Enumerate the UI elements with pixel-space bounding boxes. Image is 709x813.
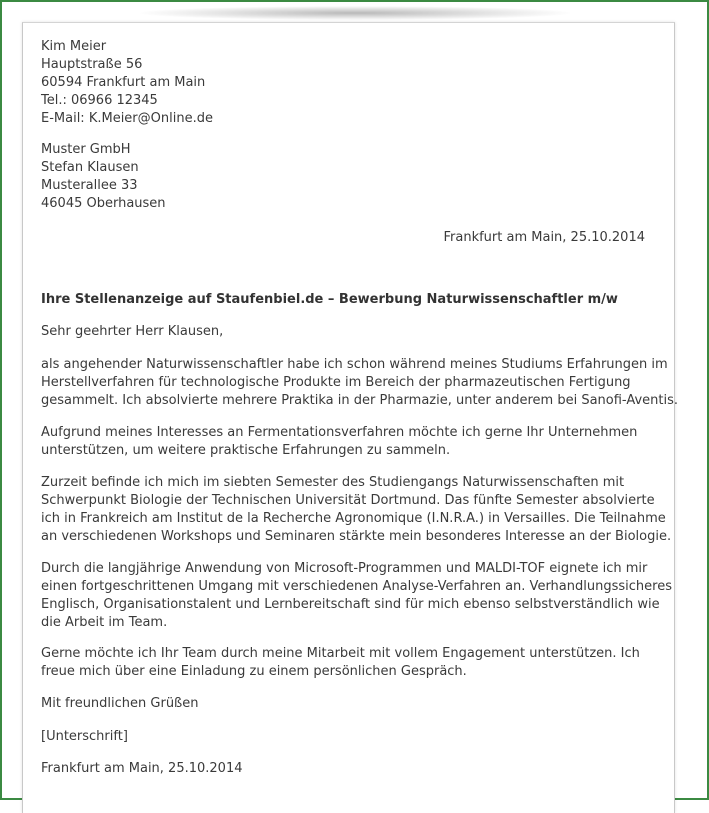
paragraph-line: ich in Frankreich am Institut de la Recherche Agronomique (I.N.R.A.) in Versailles. Die Teilnahme <box>41 511 666 526</box>
recipient-company: Muster GmbH <box>41 142 131 157</box>
body-paragraph-4 <box>41 560 672 632</box>
paragraph-line: an verschiedenen Workshops und Seminaren stärkte mein besonderes Interesse an der Biologie. <box>41 529 672 544</box>
letter-subject: Ihre Stellenanzeige auf Staufenbiel.de – Bewerbung Naturwissenschaftler m/w <box>41 292 618 307</box>
paragraph-line: Durch die langjährige Anwendung von Microsoft-Programmen und MALDI-TOF eignete ich mir <box>41 561 648 576</box>
paragraph-line: freue mich über eine Einladung zu einem persönlichen Gespräch. <box>41 664 467 679</box>
page-shadow <box>140 6 570 20</box>
paragraph-line: Schwerpunkt Biologie der Technischen Universität Dortmund. Das fünfte Semester absolvierte <box>41 493 655 508</box>
body-paragraph-1 <box>41 356 679 410</box>
paragraph-line: Aufgrund meines Interesses an Fermentationsverfahren möchte ich gerne Ihr Unternehmen <box>41 425 638 440</box>
paragraph-line: einen fortgeschrittenen Umgang mit verschiedenen Analyse-Verfahren an. Verhandlungssicheres <box>41 579 672 594</box>
recipient-street: Musterallee 33 <box>41 178 138 193</box>
body-paragraph-3 <box>41 474 672 546</box>
footer-date: Frankfurt am Main, 25.10.2014 <box>41 761 243 776</box>
sender-name: Kim Meier <box>41 39 107 54</box>
paragraph-line: Englisch, Organisationstalent und Lernbereitschaft sind für mich ebenso selbstverständlich wie <box>41 597 660 612</box>
paragraph-line: gesammelt. Ich absolvierte mehrere Praktika in der Pharmazie, unter anderem bei Sanofi-Aventis. <box>41 393 679 408</box>
body-paragraph-2 <box>41 424 653 460</box>
sender-street: Hauptstraße 56 <box>41 57 143 72</box>
letter-date: Frankfurt am Main, 25.10.2014 <box>443 230 645 245</box>
recipient-address <box>41 141 653 213</box>
paragraph-line: unterstützen, um weitere praktische Erfahrungen zu sammeln. <box>41 443 451 458</box>
paragraph-line: die Arbeit im Team. <box>41 615 168 630</box>
sender-phone: Tel.: 06966 12345 <box>41 93 158 108</box>
recipient-city: 46045 Oberhausen <box>41 196 166 211</box>
signature-placeholder: [Unterschrift] <box>41 729 128 744</box>
paragraph-line: Zurzeit befinde ich mich im siebten Semester des Studiengangs Naturwissenschaften mit <box>41 475 625 490</box>
closing-greeting: Mit freundlichen Grüßen <box>41 696 199 711</box>
paragraph-line: als angehender Naturwissenschaftler habe ich schon während meines Studiums Erfahrungen im <box>41 357 668 372</box>
sender-address <box>41 38 653 128</box>
paragraph-line: Gerne möchte ich Ihr Team durch meine Mitarbeit mit vollem Engagement unterstützen. Ich <box>41 646 640 661</box>
sender-city: 60594 Frankfurt am Main <box>41 75 206 90</box>
sender-email: E-Mail: K.Meier@Online.de <box>41 111 213 126</box>
recipient-person: Stefan Klausen <box>41 160 139 175</box>
salutation: Sehr geehrter Herr Klausen, <box>41 324 224 339</box>
paragraph-line: Herstellverfahren für technologische Produkte im Bereich der pharmazeutischen Fertigung <box>41 375 631 390</box>
body-paragraph-5 <box>41 645 653 681</box>
